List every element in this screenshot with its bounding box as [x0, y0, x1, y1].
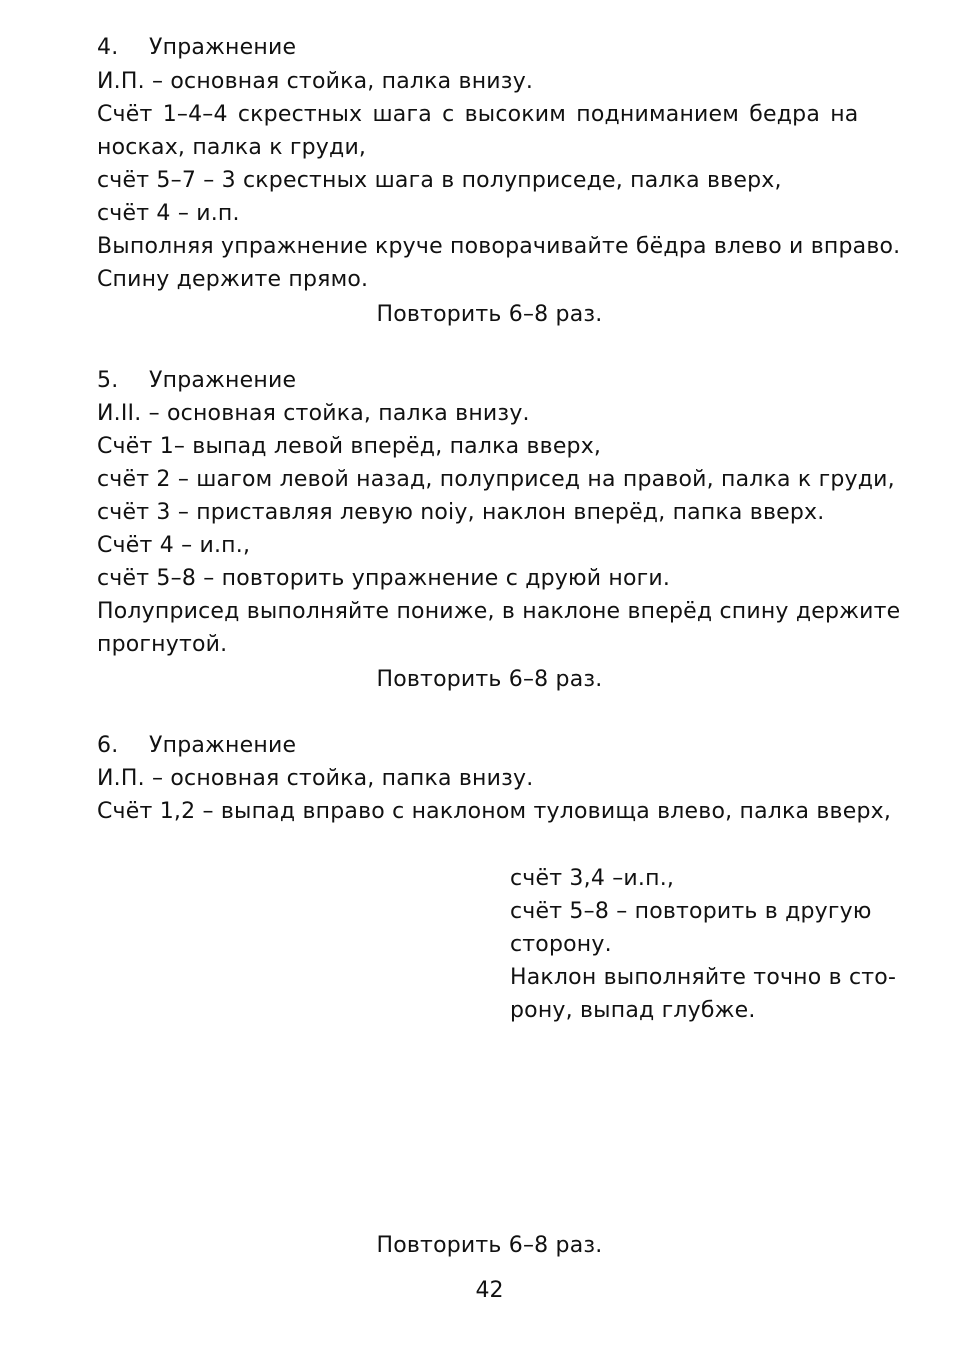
exercise-6-line-1: И.П. – основная стойка, папка внизу. [97, 766, 534, 791]
exercise-6-heading [97, 731, 296, 761]
exercise-6-col-line-3: сторону. [510, 932, 612, 957]
exercise-4-line-7: Спину держите прямо. [97, 267, 369, 292]
exercise-4-line-4: счёт 5–7 – 3 скрестных шага в полуприседе, палка вверх, [97, 168, 782, 193]
exercise-6-title: Упражнение [149, 733, 297, 758]
exercise-5-number: 5. [97, 368, 119, 393]
exercise-4-line-3: носках, палка к груди, [97, 135, 367, 160]
page-number: 42 [475, 1278, 504, 1303]
exercise-4-line-6: Выполняя упражнение круче поворачивайте бёдра влево и вправо. [97, 234, 901, 259]
exercise-5-title: Упражнение [149, 368, 297, 393]
exercise-5-line-2: Счёт 1– выпад левой вперёд, палка вверх, [97, 434, 602, 459]
exercise-4-repeat: Повторить 6–8 раз. [376, 302, 603, 327]
exercise-6-line-2: Счёт 1,2 – выпад вправо с наклоном туловища влево, палка вверх, [97, 799, 892, 824]
exercise-5-repeat: Повторить 6–8 раз. [376, 667, 603, 692]
exercise-4-heading [97, 33, 296, 63]
exercise-4-line-5: счёт 4 – и.п. [97, 201, 240, 226]
exercise-6-number: 6. [97, 733, 119, 758]
exercise-5-line-8: прогнутой. [97, 632, 228, 657]
exercise-6-col-line-5: рону, выпад глубже. [510, 998, 756, 1023]
exercise-4-number: 4. [97, 35, 119, 60]
exercise-5-line-5: Счёт 4 – и.п., [97, 533, 251, 558]
exercise-6-col-line-2: счёт 5–8 – повторить в другую [510, 899, 872, 924]
exercise-5-line-1: И.II. – основная стойка, палка внизу. [97, 401, 530, 426]
exercise-5-line-3: счёт 2 – шагом левой назад, полуприсед на правой, палка к груди, [97, 467, 895, 492]
exercise-4-line-1: И.П. – основная стойка, палка внизу. [97, 69, 534, 94]
exercise-5-line-4: счёт 3 – приставляя левую noiy, наклон вперёд, папка вверх. [97, 500, 825, 525]
exercise-5-line-6: счёт 5–8 – повторить упражнение с друюй ноги. [97, 566, 671, 591]
exercise-4-line-2: Счёт 1–4–4 скрестных шага с высоким подниманием бедра на [97, 102, 859, 127]
exercise-5-line-7: Полуприсед выполняйте пониже, в наклоне вперёд спину держите [97, 599, 901, 624]
exercise-4-title: Упражнение [149, 35, 297, 60]
exercise-5-heading [97, 366, 296, 396]
exercise-6-col-line-4: Наклон выполняйте точно в сто- [510, 965, 897, 990]
exercise-6-repeat: Повторить 6–8 раз. [376, 1233, 603, 1258]
exercise-6-col-line-1: счёт 3,4 –и.п., [510, 866, 675, 891]
